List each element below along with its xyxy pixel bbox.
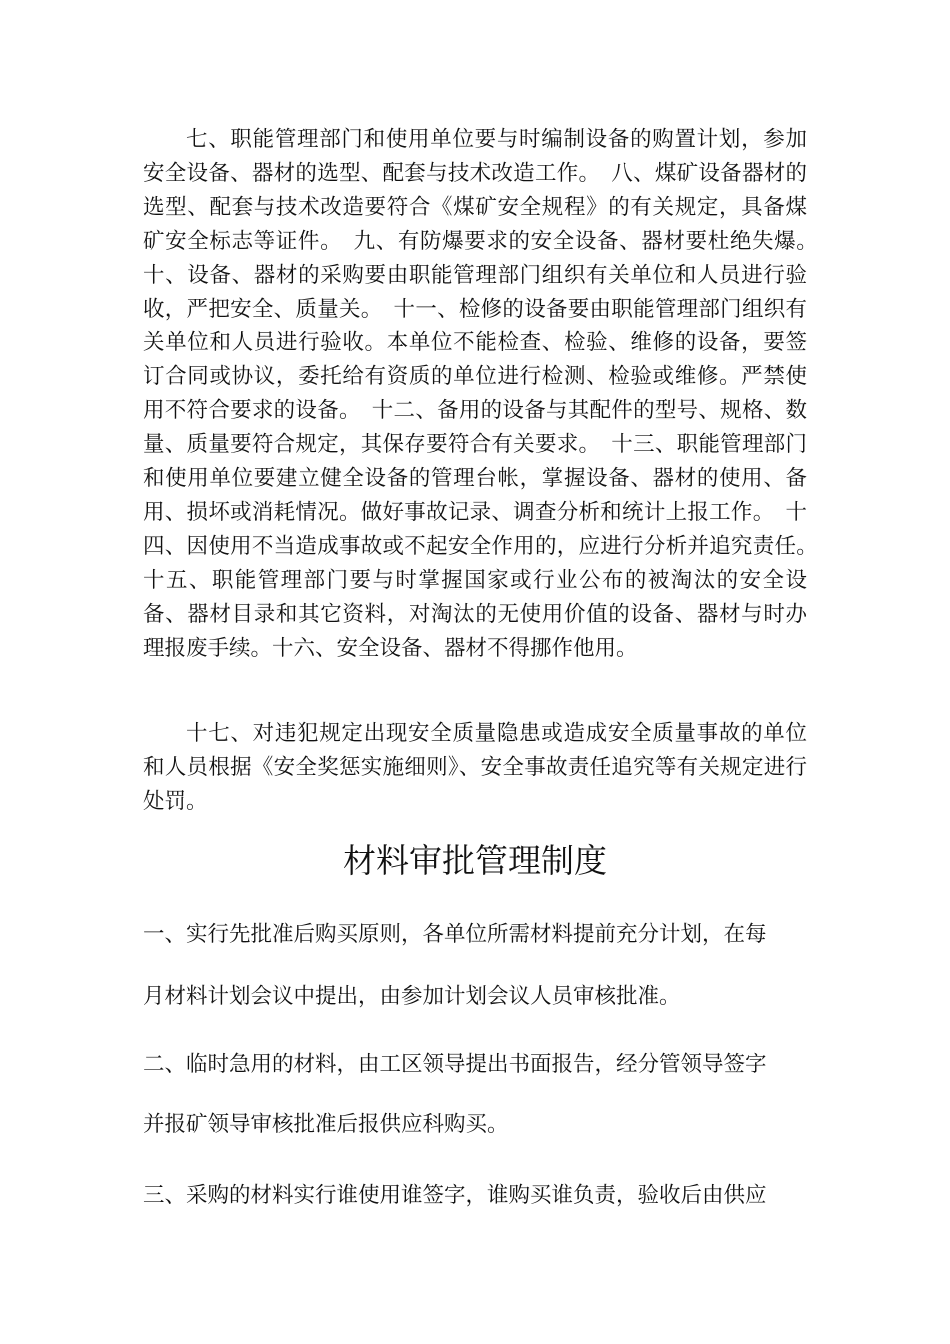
rule-line: 并报矿领导审核批准后报供应科购买。	[143, 1112, 509, 1137]
body-paragraph: 七、职能管理部门和使用单位要与时编制设备的购置计划，参加安全设备、器材的选型、配套与技术改造工作。 八、煤矿设备器材的选型、配套与技术改造要符合《煤矿安全规程》的有关规定，具备煤矿安全标志等证件。 九、有防爆要求的安全设备、器材要杜绝失爆。 十、设备、器材的采购要由职能管理部门组织有关单位和人员进行验收，严把安全、质量关。 十一、检修的设备要由职能管理部门组织有关单位和人员进行验收。本单位不能检查、检验、维修的设备，要签订合同或协议，委托给有资质的单位进行检测、检验或维修。严禁使用不符合要求的设备。 十二、备用的设备与其配件的型号、规格、数量、质量要符合规定，其保存要符合有关要求。 十三、职能管理部门和使用单位要建立健全设备的管理台帐，掌握设备、器材的使用、备用、损坏或消耗情况。做好事故记录、调查分析和统计上报工作。 十四、因使用不当造成事故或不起安全作用的，应进行分析并追究责任。 十五、职能管理部门要与时掌握国家或行业公布的被淘汰的安全设备、器材目录和其它资料，对淘汰的无使用价值的设备、器材与时办理报废手续。十六、安全设备、器材不得挪作他用。	[143, 127, 829, 661]
section-title: 材料审批管理制度	[343, 841, 607, 880]
rule-line: 三、采购的材料实行谁使用谁签字，谁购买谁负责，验收后由供应	[143, 1183, 767, 1208]
rule-line: 一、实行先批准后购买原则，各单位所需材料提前充分计划，在每	[143, 922, 767, 947]
rule-line: 月材料计划会议中提出，由参加计划会议人员审核批准。	[143, 984, 681, 1009]
rule-line: 二、临时急用的材料，由工区领导提出书面报告，经分管领导签字	[143, 1052, 767, 1077]
body-paragraph: 十七、对违犯规定出现安全质量隐患或造成安全质量事故的单位和人员根据《安全奖惩实施细则》、安全事故责任追究等有关规定进行处罚。	[143, 721, 807, 814]
